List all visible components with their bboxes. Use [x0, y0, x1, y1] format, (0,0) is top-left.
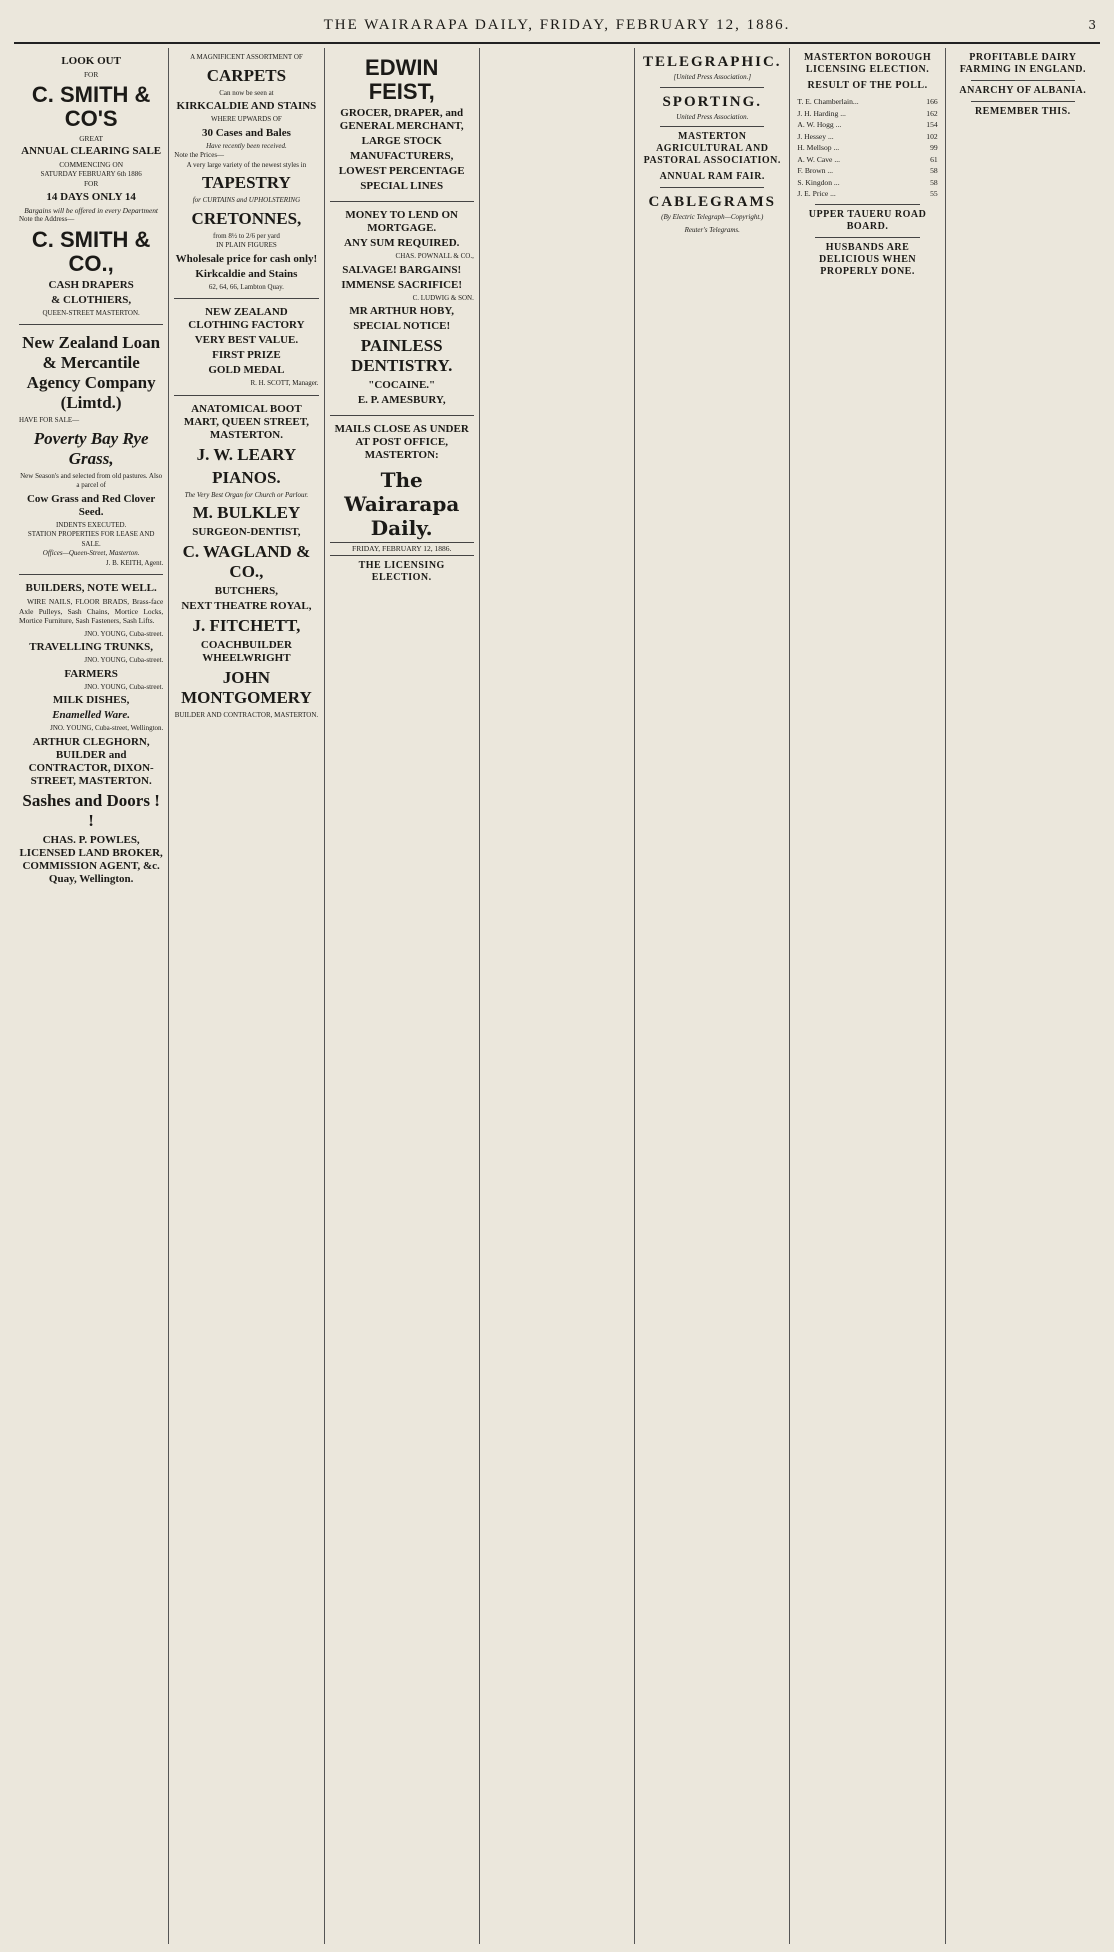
mails-heading: MAILS CLOSE AS UNDER AT POST OFFICE, MASTERTON:: [334, 423, 469, 461]
ad-heading: BUTCHERS,: [214, 585, 279, 597]
candidate-votes: 102: [926, 131, 938, 141]
article-heading: ANARCHY OF ALBANIA.: [959, 85, 1087, 96]
ad-heading: 14 DAYS ONLY 14: [46, 190, 136, 203]
ad-company-name: KIRKCALDIE AND STAINS: [176, 100, 317, 112]
misc-ads-col3: [330, 202, 474, 416]
column-2: [169, 48, 324, 1944]
divider: [815, 204, 919, 205]
ad-heading: FARMERS: [64, 667, 118, 680]
article-heading: REMEMBER THIS.: [974, 106, 1071, 117]
jno-young-ads: [19, 575, 163, 894]
ad-address: QUEEN-STREET MASTERTON.: [42, 308, 140, 317]
ad-heading: Enamelled Ware.: [52, 709, 131, 721]
article-heading: MASTERTON AGRICULTURAL AND PASTORAL ASSOCIATION.: [643, 131, 781, 166]
ad-company-name: E. P. AMESBURY,: [357, 394, 446, 406]
article-heading: THE LICENSING ELECTION.: [358, 559, 445, 583]
ad-heading: "COCAINE.": [368, 379, 436, 391]
poll-row: [795, 96, 939, 108]
ad-text: for CURTAINS and UPHOLSTERING: [192, 196, 301, 204]
candidate-votes: 166: [926, 97, 938, 106]
divider: [660, 126, 764, 127]
ad-heading: LOOK OUT: [61, 55, 121, 67]
candidate-votes: 61: [930, 154, 938, 164]
ad-signature: R. H. SCOTT, Manager.: [250, 379, 319, 387]
editorial-section: [330, 416, 474, 592]
ad-heading: VERY BEST VALUE.: [194, 334, 299, 346]
ad-company-name: C. SMITH & CO'S: [31, 81, 151, 131]
ad-text: HAVE FOR SALE—: [19, 416, 80, 424]
candidate-name: S. Kingdon ...: [797, 177, 840, 187]
candidate-name: J. Hessey ...: [797, 131, 834, 141]
ad-heading: GROCER, DRAPER, and GENERAL MERCHANT,: [339, 107, 464, 132]
ad-heading: SPECIAL NOTICE!: [353, 320, 451, 332]
ad-heading: SURGEON-DENTIST,: [192, 526, 301, 538]
ad-signature: JNO. YOUNG, Cuba-street.: [84, 656, 164, 664]
ad-heading: NEXT THEATRE ROYAL,: [181, 600, 312, 612]
edwin-feist-ad: [330, 48, 474, 202]
ad-heading: ARTHUR CLEGHORN, BUILDER and CONTRACTOR, DIXON-STREET, MASTERTON.: [28, 735, 154, 787]
ad-heading: Wholesale price for cash only!: [175, 252, 318, 265]
candidate-name: A. W. Hogg ...: [797, 120, 842, 129]
ad-heading: NEW ZEALAND CLOTHING FACTORY: [188, 306, 305, 331]
candidate-name: J. H. Harding ...: [797, 108, 846, 118]
newspaper-headline: THE WAIRARAPA DAILY, FRIDAY, FEBRUARY 12, 1886.: [323, 17, 791, 33]
ad-company-name: JOHN MONTGOMERY: [181, 668, 312, 707]
section-subheading: [United Press Association.]: [673, 73, 752, 81]
column-3: [325, 48, 480, 1944]
ad-heading: ANATOMICAL BOOT MART, QUEEN STREET, MASTERTON.: [183, 402, 309, 441]
divider: [660, 187, 764, 188]
candidate-votes: 55: [930, 189, 938, 198]
ad-heading: Cow Grass and Red Clover Seed.: [26, 492, 156, 518]
ad-heading: TAPESTRY: [202, 173, 291, 192]
ad-heading: PIANOS.: [212, 467, 281, 487]
ad-company-name: J. W. LEARY: [196, 444, 297, 464]
masthead: [14, 8, 1100, 44]
ad-signature: JNO. YOUNG, Cuba-street.: [84, 682, 164, 691]
ad-heading: MILK DISHES,: [52, 694, 130, 706]
section-heading-sporting: SPORTING.: [662, 93, 763, 110]
divider: [660, 87, 764, 88]
poll-row: [795, 188, 939, 200]
newspaper-columns: [14, 48, 1100, 1944]
ad-signature: CHAS. POWNALL & CO.,: [395, 252, 474, 260]
ad-text: from 8½ to 2/6 per yard: [212, 231, 280, 240]
candidate-name: J. E. Price ...: [797, 189, 836, 198]
editorial-masthead: The Wairarapa Daily.: [344, 468, 460, 540]
poll-row: [795, 154, 939, 166]
poll-row: [795, 142, 939, 154]
ad-text: Note the Prices—: [174, 151, 225, 159]
candidate-name: T. E. Chamberlain...: [797, 97, 859, 106]
ad-heading: LOWEST PERCENTAGE: [338, 165, 465, 177]
candidate-votes: 58: [930, 177, 938, 187]
ad-text: GREAT: [79, 133, 104, 143]
ad-heading: CHAS. P. POWLES, LICENSED LAND BROKER, COMMISSION AGENT, &c. Quay, Wellington.: [19, 833, 163, 885]
ad-text: The Very Best Organ for Church or Parlour.: [184, 490, 309, 499]
ad-address: Offices—Queen-Street, Masterton.: [42, 549, 140, 557]
ad-address: 62, 64, 66, Lambton Quay.: [208, 282, 284, 291]
editorial-date: FRIDAY, FEBRUARY 12, 1886.: [330, 542, 474, 556]
misc-ads-col2: [174, 396, 318, 727]
ad-signature: J. B. KEITH, Agent.: [105, 558, 164, 567]
article-heading: ANNUAL RAM FAIR.: [659, 171, 765, 182]
ad-heading: CASH DRAPERS: [48, 278, 134, 291]
poll-row: [795, 177, 939, 189]
ad-heading: MANUFACTURERS,: [350, 150, 454, 162]
poll-row: [795, 165, 939, 177]
ad-company-name: C. WAGLAND & CO.,: [182, 542, 311, 581]
kirkcaldie-ad: [174, 48, 318, 299]
ad-heading: 30 Cases and Bales: [201, 126, 291, 139]
ad-text: COMMENCING ON: [59, 160, 124, 169]
section-subheading: (By Electric Telegraph—Copyright.): [661, 213, 764, 221]
clothing-factory-ad: [174, 299, 318, 396]
nz-loan-ad: [19, 325, 163, 575]
column-4: [480, 48, 635, 1944]
ad-company-name: New Zealand Loan & Mercantile Agency Company (Limtd.): [22, 333, 161, 412]
page-number: 3: [1088, 18, 1096, 32]
ad-text: New Season's and selected from old pastures. Also a parcel of: [20, 471, 163, 489]
ad-heading: COACHBUILDER WHEELWRIGHT: [200, 639, 292, 664]
poll-row: [795, 108, 939, 120]
ad-heading: MR ARTHUR HOBY,: [349, 305, 455, 317]
candidate-votes: 154: [926, 120, 938, 129]
article-subheading: RESULT OF THE POLL.: [807, 80, 928, 91]
candidate-votes: 162: [926, 108, 938, 118]
ad-heading: BUILDERS, NOTE WELL.: [25, 582, 157, 594]
ad-company-name: Kirkcaldie and Stains: [195, 267, 298, 280]
ad-heading: ANNUAL CLEARING SALE: [21, 145, 162, 157]
article-heading: HUSBANDS ARE DELICIOUS WHEN PROPERLY DONE.: [818, 241, 917, 277]
ad-text: Note the Address—: [19, 215, 75, 223]
ad-heading: SPECIAL LINES: [360, 180, 444, 192]
column-6: [790, 48, 945, 1944]
ad-text: WIRE NAILS, FLOOR BRADS, Brass-face Axle Pulleys, Sash Chains, Mortice Locks, Mortice Furniture, Sash Fasteners, Sash Lifts.: [19, 597, 164, 625]
body-text-block: [485, 48, 629, 59]
ad-signature: JNO. YOUNG, Cuba-street, Wellington.: [50, 724, 164, 732]
column-1: [14, 48, 169, 1944]
ad-company-name: M. BULKLEY: [192, 503, 301, 522]
section-subheading: Reuter's Telegrams.: [684, 225, 740, 234]
ad-heading: Poverty Bay Rye Grass,: [33, 428, 149, 468]
column-7: [946, 48, 1100, 1944]
candidate-votes: 99: [930, 143, 938, 152]
article-heading: UPPER TAUERU ROAD BOARD.: [808, 208, 927, 232]
ad-heading: IMMENSE SACRIFICE!: [341, 278, 463, 291]
ad-text: A MAGNIFICENT ASSORTMENT OF: [190, 53, 303, 61]
poll-results-table: [795, 96, 939, 200]
ad-text: Bargains will be offered in every Department: [24, 205, 158, 215]
ad-text: FOR: [83, 179, 99, 188]
ad-company-name: J. FITCHETT,: [192, 616, 301, 635]
c-smith-ad: [19, 48, 163, 325]
ad-heading: TRAVELLING TRUNKS,: [29, 641, 153, 653]
ad-text: FOR: [83, 70, 99, 79]
ad-heading: ANY SUM REQUIRED.: [344, 237, 460, 249]
candidate-name: H. Mellsop ...: [797, 143, 840, 152]
article-heading: MASTERTON BOROUGH LICENSING ELECTION.: [803, 52, 932, 75]
column-5: [635, 48, 790, 1944]
ad-text: Have recently been received.: [206, 141, 287, 150]
poll-results-body: [795, 96, 939, 200]
ad-text: BUILDER AND CONTRACTOR, MASTERTON.: [174, 711, 319, 719]
ad-text: STATION PROPERTIES FOR LEASE AND SALE.: [27, 530, 155, 548]
candidate-name: A. W. Cave ...: [797, 154, 841, 164]
ad-company-name: C. SMITH & CO.,: [31, 226, 151, 276]
ad-heading: GOLD MEDAL: [208, 364, 285, 376]
ad-heading: CRETONNES,: [191, 208, 302, 228]
poll-row: [795, 131, 939, 143]
ad-text: Can now be seen at: [219, 88, 274, 97]
ad-text: IN PLAIN FIGURES: [216, 241, 277, 249]
ad-text: INDENTS EXECUTED.: [55, 520, 127, 529]
ad-heading: & CLOTHIERS,: [51, 293, 132, 306]
ad-heading: CARPETS: [206, 65, 287, 85]
section-heading-telegraphic: TELEGRAPHIC.: [642, 54, 782, 70]
ad-heading: FIRST PRIZE: [212, 349, 281, 361]
article-heading: PROFITABLE DAIRY FARMING IN ENGLAND.: [959, 52, 1086, 75]
ad-text: A very large variety of the newest styles in: [186, 160, 307, 169]
ad-company-name: EDWIN FEIST,: [365, 55, 439, 104]
ad-heading: SALVAGE! BARGAINS!: [342, 263, 462, 276]
ad-signature: C. LUDWIG & SON.: [412, 293, 474, 302]
section-subheading: United Press Association.: [676, 112, 749, 121]
ad-signature: JNO. YOUNG, Cuba-street.: [84, 629, 164, 638]
candidate-name: F. Brown ...: [797, 166, 834, 175]
candidate-votes: 58: [930, 166, 938, 175]
ad-heading: LARGE STOCK: [361, 135, 442, 147]
ad-heading: PAINLESS DENTISTRY.: [351, 336, 453, 375]
section-heading-cablegrams: CABLEGRAMS: [648, 194, 777, 210]
divider: [815, 237, 919, 238]
ad-text: WHERE UPWARDS OF: [211, 115, 282, 123]
ad-heading: MONEY TO LEND ON MORTGAGE.: [345, 209, 458, 234]
poll-row: [795, 119, 939, 131]
ad-date: SATURDAY FEBRUARY 6th 1886: [40, 169, 142, 178]
divider: [971, 80, 1075, 81]
divider: [971, 101, 1075, 102]
ad-heading: Sashes and Doors ! !: [22, 790, 160, 830]
